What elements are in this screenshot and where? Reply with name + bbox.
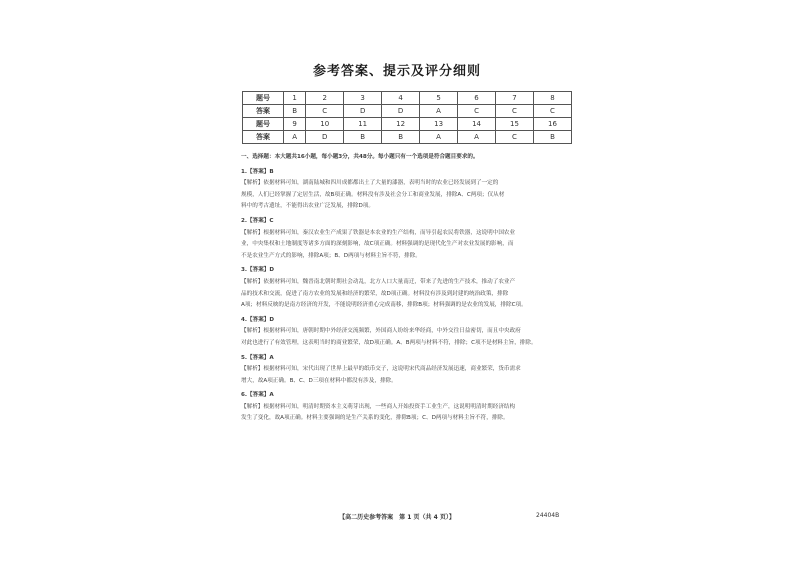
table-cell: 10 [306, 118, 344, 131]
explanation-line: 发生了变化，故A项正确。材料主要强调的是生产关系的变化，排除B项；C、D两项与材料主旨不符，排除。 [241, 415, 509, 422]
footer-code: 24404B [536, 512, 560, 519]
table-cell: 6 [458, 92, 496, 105]
table-row [243, 92, 572, 105]
explanation-line: 【解析】依据材料可知，魏晋南北朝时期社会动乱，北方人口大量南迁，带来了先进的生产技术，推动了农业产 [241, 278, 516, 285]
table-cell: 11 [344, 118, 382, 131]
table-cell: 16 [533, 118, 571, 131]
section-intro: 一、选择题：本大题共16小题，每小题3分，共48分。每小题只有一个选项是符合题目要求的。 [241, 154, 479, 160]
explanation-line: 业，中央集权和土地制度等诸多方面的深刻影响，故C项正确。材料强调的是现代化生产对农业发展的影响，而 [241, 241, 514, 248]
table-cell: B [382, 131, 420, 144]
table-cell: 5 [420, 92, 458, 105]
table-cell: 8 [533, 92, 571, 105]
explanation-line: 【解析】依据材料可知，湖南陆城和四川成都都出土了大量的漆器，表明当时的农业已经发展到了一定的 [241, 180, 499, 187]
explanation-line: 【解析】根据材料可知，秦汉农业生产成果了铁器是本农业的生产结构，而导引起农民将铁器，这说明中国农业 [241, 229, 516, 236]
answer-explanations [241, 152, 577, 425]
table-cell: A [420, 105, 458, 118]
explanation-line: 【解析】根据材料可知，明清时期资本主义萌芽出现，一些商人开始投资手工业生产，这说明明清时期经济结构 [241, 403, 516, 410]
table-cell: A [284, 131, 306, 144]
row-header: 答案 [243, 105, 284, 118]
table-cell: A [458, 131, 496, 144]
explanation-line: 增大，故A项正确。B、C、D三项在材料中都没有涉及，排除。 [241, 377, 397, 384]
table-cell: A [420, 131, 458, 144]
table-cell: C [458, 105, 496, 118]
answer-label: 4.【答案】D [241, 316, 275, 323]
table-cell: 14 [458, 118, 496, 131]
table-cell: 2 [306, 92, 344, 105]
table-cell: D [344, 105, 382, 118]
answer-label: 1.【答案】B [241, 168, 274, 175]
answer-table [242, 91, 572, 144]
table-cell: D [306, 131, 344, 144]
answer-label: 3.【答案】D [241, 267, 275, 274]
table-row [243, 118, 572, 131]
page-title: 参考答案、提示及评分细则 [312, 64, 481, 79]
table-cell: 12 [382, 118, 420, 131]
explanation-line: 品的技术和交流，促进了南方农业的发展和经济的繁荣，故D项正确。材料没有涉及到封建的统治政策，排除 [241, 290, 509, 297]
table-cell: 7 [496, 92, 534, 105]
row-header: 答案 [243, 131, 284, 144]
table-cell: 15 [496, 118, 534, 131]
answer-label: 2.【答案】C [241, 217, 274, 224]
row-header: 题号 [243, 118, 284, 131]
table-cell: 4 [382, 92, 420, 105]
explanation-line: 规模，人们已经掌握了定居生活，故B项正确。材料没有涉及社会分工和商业发展，排除A、C两项；仅从材 [241, 191, 505, 198]
footer-page-label: 【高二历史参考答案 第 1 页（共 4 页）】 [339, 514, 455, 521]
table-cell: 1 [284, 92, 306, 105]
table-row [243, 131, 572, 144]
explanation-line: 对此也进行了有效管理，这表明当时的商业繁荣，故D项正确。A、B两项与材料不符，排除；C项不是材料主旨，排除。 [241, 339, 537, 346]
explanation-line: 【解析】根据材料可知，唐朝时期中外经济交流频繁，外国商人纷纷来华经商，中外交往日益密切，而且中央政府 [241, 328, 521, 335]
table-cell: B [344, 131, 382, 144]
table-cell: D [382, 105, 420, 118]
explanation-line: 【解析】根据材料可知，宋代出现了世界上最早的纸币交子，这说明宋代商品经济发展迅速，商业繁荣，货币需求 [241, 366, 521, 373]
explanation-line: A项；材料反映的是南方经济的开发，不能说明经济重心完成南移，排除B项；材料强调的是农业的发展，排除C项。 [241, 302, 527, 309]
table-cell: 3 [344, 92, 382, 105]
answer-label: 5.【答案】A [241, 354, 274, 361]
table-cell: B [284, 105, 306, 118]
row-header: 题号 [243, 92, 284, 105]
table-cell: 13 [420, 118, 458, 131]
table-cell: B [533, 131, 571, 144]
table-row [243, 105, 572, 118]
table-cell: C [306, 105, 344, 118]
explanation-line: 不是农业生产方式的影响，排除A项；B、D两项与材料主旨不符，排除。 [241, 252, 421, 259]
explanation-line: 料中的考古遗址，不能得出农业广泛发展，排除D项。 [241, 203, 374, 210]
table-cell: 9 [284, 118, 306, 131]
table-cell: C [496, 105, 534, 118]
table-cell: C [533, 105, 571, 118]
answer-label: 6.【答案】A [241, 392, 274, 399]
table-cell: C [496, 131, 534, 144]
